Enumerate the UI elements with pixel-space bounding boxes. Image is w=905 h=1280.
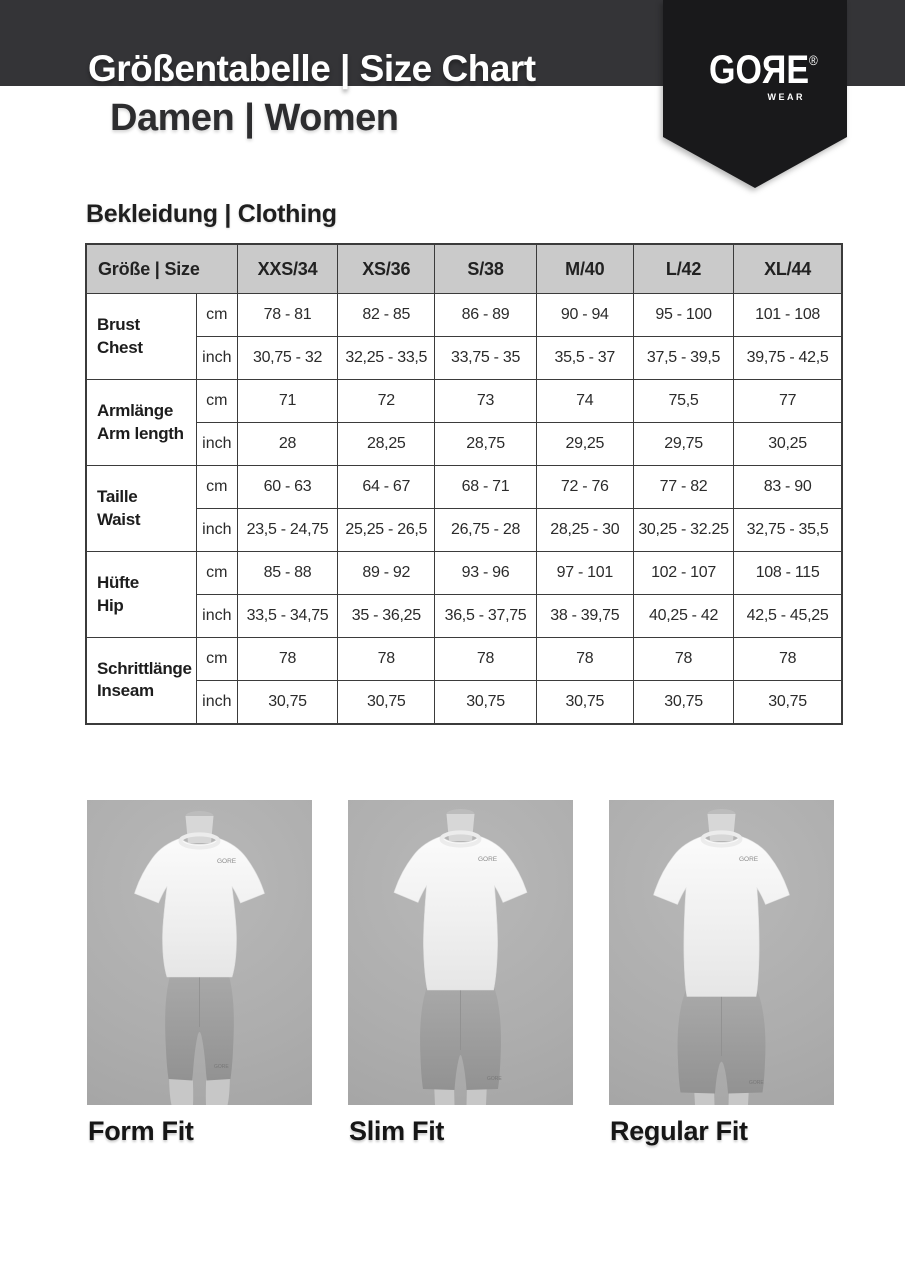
size-col-xxs34: XXS/34 <box>237 244 337 294</box>
size-header-cell: Größe | Size <box>86 244 237 294</box>
shorts-logo-text: GORE <box>214 1064 229 1070</box>
row-label-arm-length: Armlänge Arm length <box>86 380 196 466</box>
row-label-chest: Brust Chest <box>86 294 196 380</box>
unit-cell: inch <box>196 595 237 638</box>
gore-logo <box>709 48 818 102</box>
table-row: Brust Chest cm 78 - 81 82 - 85 86 - 89 90 - 94 95 - 100 101 - 108 <box>86 294 842 337</box>
form-fit-mannequin <box>87 800 312 1105</box>
table-row: inch 23,5 - 24,75 25,25 - 26,5 26,75 - 28 28,25 - 30 30,25 - 32.25 32,75 - 35,5 <box>86 509 842 552</box>
shorts-logo-text: GORE <box>487 1076 502 1082</box>
size-table <box>85 243 843 725</box>
slim-fit-mannequin <box>348 800 573 1105</box>
fit-label: Regular Fit <box>610 1116 748 1146</box>
slim-fit-image <box>348 800 573 1146</box>
unit-cell: inch <box>196 509 237 552</box>
table-row: inch 30,75 30,75 30,75 30,75 30,75 30,75 <box>86 681 842 724</box>
fit-label: Slim Fit <box>349 1116 445 1146</box>
fit-gallery <box>0 800 905 1180</box>
size-col-l42: L/42 <box>633 244 733 294</box>
chest-logo-text: GORE <box>217 858 237 865</box>
table-row: Armlänge Arm length cm 71 72 73 74 75,5 77 <box>86 380 842 423</box>
row-label-inseam: Schrittlänge Inseam <box>86 638 196 724</box>
registered-mark: ® <box>809 52 818 68</box>
table-row: inch 33,5 - 34,75 35 - 36,25 36,5 - 37,75 38 - 39,75 40,25 - 42 42,5 - 45,25 <box>86 595 842 638</box>
table-row: inch 30,75 - 32 32,25 - 33,5 33,75 - 35 35,5 - 37 37,5 - 39,5 39,75 - 42,5 <box>86 337 842 380</box>
unit-cell: cm <box>196 466 237 509</box>
row-label-waist: Taille Waist <box>86 466 196 552</box>
unit-cell: cm <box>196 380 237 423</box>
unit-cell: cm <box>196 294 237 337</box>
shorts-logo-text: GORE <box>749 1080 764 1086</box>
form-fit-image <box>87 800 312 1146</box>
fit-label: Form Fit <box>88 1116 194 1146</box>
unit-cell: inch <box>196 423 237 466</box>
size-col-m40: M/40 <box>536 244 633 294</box>
size-header-row <box>86 244 842 294</box>
size-col-xs36: XS/36 <box>338 244 435 294</box>
gore-wear-label: WEAR <box>767 92 805 102</box>
regular-fit-mannequin <box>609 800 834 1105</box>
table-row: Taille Waist cm 60 - 63 64 - 67 68 - 71 72 - 76 77 - 82 83 - 90 <box>86 466 842 509</box>
table-row: Schrittlänge Inseam cm 78 78 78 78 78 78 <box>86 638 842 681</box>
section-heading: Bekleidung | Clothing <box>86 200 337 228</box>
chest-logo-text: GORE <box>739 856 759 863</box>
size-col-s38: S/38 <box>435 244 536 294</box>
unit-cell: cm <box>196 638 237 681</box>
chest-logo-text: GORE <box>478 856 498 863</box>
size-col-xl44: XL/44 <box>734 244 842 294</box>
gore-wordmark: GOЯE® <box>709 48 818 92</box>
page-subtitle: Damen | Women <box>110 97 399 139</box>
row-label-hip: Hüfte Hip <box>86 552 196 638</box>
unit-cell: inch <box>196 681 237 724</box>
table-row: Hüfte Hip cm 85 - 88 89 - 92 93 - 96 97 - 101 102 - 107 108 - 115 <box>86 552 842 595</box>
table-row: inch 28 28,25 28,75 29,25 29,75 30,25 <box>86 423 842 466</box>
unit-cell: cm <box>196 552 237 595</box>
brand-pennant <box>663 0 847 192</box>
unit-cell: inch <box>196 337 237 380</box>
page-title: Größentabelle | Size Chart <box>88 48 536 89</box>
regular-fit-image <box>609 800 834 1146</box>
